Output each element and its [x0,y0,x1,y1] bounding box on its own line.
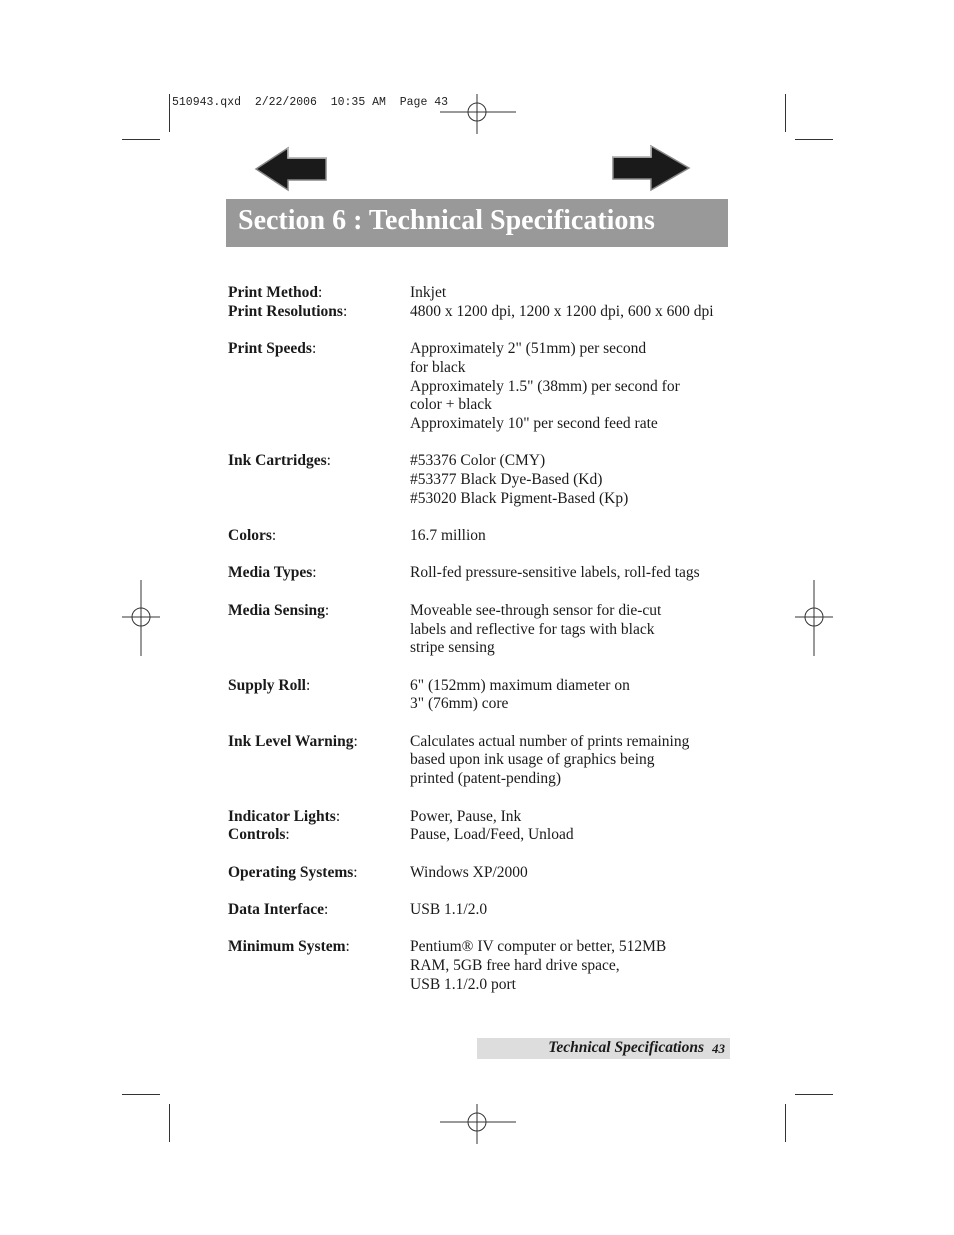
spec-value-line: Pause, Load/Feed, Unload [410,826,574,844]
spec-row [228,452,738,508]
spec-value [410,527,738,546]
specifications-list [228,284,738,1013]
crop-mark [785,1104,786,1142]
spec-value-line: 16.7 million [410,527,486,545]
spec-value [410,677,738,714]
spec-value-line: Roll-fed pressure-sensitive labels, roll-fed tags [410,564,700,582]
spec-value-line: #53376 Color (CMY) [410,452,546,470]
spec-value [410,808,738,827]
spec-row [228,564,738,583]
spec-label: Print Resolutions: [228,302,348,320]
spec-value-line: labels and reflective for tags with black [410,620,655,638]
spec-value-line: Approximately 1.5" (38mm) per second for [410,377,680,395]
spec-value [410,303,738,322]
crop-mark [169,94,170,132]
printer-slug: 510943.qxd 2/22/2006 10:35 AM Page 43 [172,96,449,109]
spec-value-line: 4800 x 1200 dpi, 1200 x 1200 dpi, 600 x 600 dpi [410,302,714,320]
spec-value [410,826,738,845]
spec-label: Minimum System: [228,938,350,956]
crop-mark [785,94,786,132]
spec-row [228,527,738,546]
page-number: 43 [712,1041,725,1056]
footer-bar [477,1038,730,1059]
spec-row [228,938,738,994]
spec-label-text: Minimum System [228,938,346,956]
spec-label: Ink Cartridges: [228,452,331,470]
spec-label: Media Sensing: [228,601,330,619]
spec-value-line: 3" (76mm) core [410,695,509,713]
spec-label: Controls: [228,826,290,844]
spec-value [410,733,738,789]
spec-value-line: based upon ink usage of graphics being [410,751,655,769]
spec-label-text: Ink Cartridges [228,452,327,470]
registration-mark-icon [122,580,160,656]
spec-label-text: Controls [228,826,286,844]
section-title-bar [226,199,728,247]
registration-mark-icon [795,580,833,656]
spec-value-line: Pentium® IV computer or better, 512MB [410,938,667,956]
spec-value-line: Calculates actual number of prints remaining [410,732,690,750]
spec-value-line: RAM, 5GB free hard drive space, [410,957,620,975]
spec-row [228,826,738,845]
spec-value [410,564,738,583]
spec-label-text: Colors [228,527,272,545]
crop-mark [795,1094,833,1095]
spec-row [228,340,738,434]
spec-label-text: Supply Roll [228,676,306,694]
crop-mark [122,139,160,140]
spec-row [228,284,738,303]
spec-row [228,602,738,658]
spec-value-line: stripe sensing [410,639,495,657]
registration-mark-icon [440,94,516,134]
spec-value-line: Approximately 10" per second feed rate [410,414,658,432]
spec-row [228,901,738,920]
spec-row [228,303,738,322]
spec-row [228,733,738,789]
crop-mark [795,139,833,140]
footer-title: Technical Specifications [548,1039,704,1056]
spec-label: Print Method: [228,284,323,301]
crop-mark [122,1094,160,1095]
spec-row [228,808,738,827]
spec-label-text: Data Interface [228,901,324,919]
spec-value-line: Power, Pause, Ink [410,807,522,825]
crop-mark [169,1104,170,1142]
right-arrow-icon[interactable] [611,144,691,192]
spec-value [410,602,738,658]
spec-value-line: printed (patent-pending) [410,770,562,788]
spec-value [410,284,738,303]
spec-value-line: 6" (152mm) maximum diameter on [410,676,630,694]
spec-row [228,677,738,714]
spec-value-line: Approximately 2" (51mm) per second [410,340,647,358]
spec-label: Colors: [228,527,277,545]
spec-label-text: Operating Systems [228,863,354,881]
spec-value-line: color + black [410,396,492,414]
spec-label-text: Ink Level Warning [228,732,354,750]
spec-label-text: Indicator Lights [228,807,336,825]
spec-value [410,864,738,883]
spec-label-text: Media Sensing [228,601,325,619]
spec-label: Data Interface: [228,901,329,919]
section-title: Section 6 : Technical Specifications [238,205,655,236]
spec-value-line: Moveable see-through sensor for die-cut [410,601,662,619]
spec-value [410,901,738,920]
spec-value [410,452,738,508]
registration-mark-icon [440,1104,516,1144]
spec-value [410,340,738,434]
spec-label: Media Types: [228,564,317,582]
spec-label: Indicator Lights: [228,807,341,825]
spec-label-text: Media Types [228,564,313,582]
spec-label-text: Print Resolutions [228,302,343,320]
spec-row [228,864,738,883]
spec-value-line: Inkjet [410,284,447,301]
left-arrow-icon[interactable] [254,146,328,192]
spec-value-line: #53377 Black Dye-Based (Kd) [410,471,603,488]
spec-label-text: Print Speeds [228,340,312,358]
spec-value-line: Windows XP/2000 [410,863,528,881]
spec-value-line: #53020 Black Pigment-Based (Kp) [410,489,629,507]
spec-value-line: for black [410,358,466,376]
spec-value-line: USB 1.1/2.0 port [410,975,516,993]
spec-label: Supply Roll: [228,676,311,694]
spec-value [410,938,738,994]
spec-label: Operating Systems: [228,863,358,881]
spec-value-line: USB 1.1/2.0 [410,901,488,919]
spec-label: Print Speeds: [228,340,317,358]
spec-label-text: Print Method [228,284,318,301]
spec-label: Ink Level Warning: [228,732,358,750]
